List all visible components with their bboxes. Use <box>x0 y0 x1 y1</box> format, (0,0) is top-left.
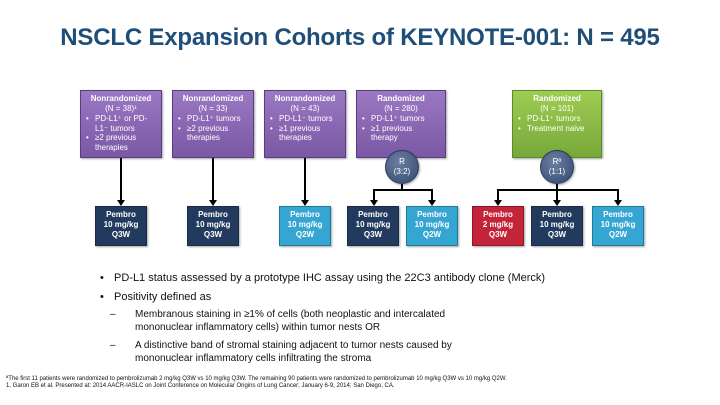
cohort-criterion: • PD-L1⁺ or PD-L1⁻ tumors <box>86 114 156 133</box>
cohort-criterion: • ≥2 previous therapies <box>86 133 156 152</box>
bullet-assay: • PD-L1 status assessed by a prototype IHC assay using the 22C3 antibody clone (Merck) <box>100 271 700 285</box>
connector-line <box>304 158 306 200</box>
treatment-arm-3 <box>279 206 331 246</box>
cohort-n: (N = 43) <box>290 103 320 113</box>
connector-line <box>617 189 619 200</box>
cohort-criterion: • PD-L1⁺ tumors <box>178 114 248 124</box>
cohort-heading: Randomized <box>377 94 425 103</box>
connector-line <box>431 189 433 200</box>
arm-drug: Pembro <box>417 210 447 219</box>
treatment-arm-1 <box>95 206 147 246</box>
arm-drug: Pembro <box>106 210 136 219</box>
arm-schedule: Q2W <box>608 230 628 239</box>
cohort-criterion: • PD-L1⁺ tumors <box>362 114 440 124</box>
connector-line <box>373 189 433 191</box>
cohort-box-1 <box>80 90 162 158</box>
cohort-heading: Nonrandomized <box>90 94 152 103</box>
cohort-box-5 <box>512 90 602 158</box>
arm-drug: Pembro <box>542 210 572 219</box>
arm-drug: Pembro <box>290 210 320 219</box>
cohort-n: (N = 280) <box>384 103 418 113</box>
treatment-arm-8 <box>592 206 644 246</box>
arm-dose: 10 mg/kg <box>539 220 575 229</box>
arm-schedule: Q2W <box>295 230 315 239</box>
arm-drug: Pembro <box>198 210 228 219</box>
cohort-criterion: • PD-L1⁻ tumors <box>270 114 340 124</box>
cohort-criterion: • Treatment naive <box>518 124 596 134</box>
randomization-label: R <box>399 157 405 166</box>
arm-dose: 10 mg/kg <box>600 220 636 229</box>
cohort-heading: Randomized <box>533 94 581 103</box>
arm-drug: Pembro <box>358 210 388 219</box>
arm-schedule: Q3W <box>363 230 383 239</box>
cohort-n: (N = 101) <box>540 103 574 113</box>
treatment-arm-4 <box>347 206 399 246</box>
bullet-list <box>100 271 700 371</box>
cohort-n: (N = 33) <box>198 103 228 113</box>
cohort-criterion: • PD-L1⁺ tumors <box>518 114 596 124</box>
connector-line <box>497 189 619 191</box>
randomization-node-2 <box>540 150 574 184</box>
randomization-node-1 <box>385 150 419 184</box>
treatment-arm-7 <box>531 206 583 246</box>
cohort-criterion: • ≥1 previous therapies <box>270 124 340 143</box>
treatment-arm-6 <box>472 206 524 246</box>
arm-dose: 10 mg/kg <box>195 220 231 229</box>
cohort-criterion: • ≥2 previous therapies <box>178 124 248 143</box>
arm-schedule: Q3W <box>203 230 223 239</box>
randomization-label: Rª <box>552 157 562 166</box>
cohort-box-3 <box>264 90 346 158</box>
connector-line <box>497 189 499 200</box>
sub-bullet-membranous: – Membranous staining in ≥1% of cells (both neoplastic and intercalated mononuclear inflammatory cells) within tumor nests OR <box>100 309 505 334</box>
connector-line <box>556 190 558 200</box>
randomization-ratio: (3:2) <box>393 167 411 176</box>
connector-line <box>120 158 122 200</box>
treatment-arm-5 <box>406 206 458 246</box>
cohort-heading: Nonrandomized <box>182 94 244 103</box>
arm-schedule: Q3W <box>488 230 508 239</box>
sub-bullet-stromal: – A distinctive band of stromal staining adjacent to tumor nests caused by mononuclear inflammatory cells infiltrating the stroma <box>100 340 505 365</box>
connector-line <box>373 189 375 200</box>
treatment-arm-2 <box>187 206 239 246</box>
footnote-reference: 1. Garon EB et al. Presented at: 2014 AACR-IASLC on Joint Conference on Molecular Origins of Lung Cancer; January 6-9, 2014; San Diego, CA. <box>6 383 395 390</box>
footnotes <box>6 376 706 391</box>
cohort-n: (N = 38)¹ <box>105 103 137 113</box>
arm-dose: 10 mg/kg <box>287 220 323 229</box>
slide-title: NSCLC Expansion Cohorts of KEYNOTE-001: N = 495 <box>60 24 660 51</box>
arm-dose: 10 mg/kg <box>414 220 450 229</box>
footnote-a: ªThe first 11 patients were randomized to pembrolizumab 2 mg/kg Q3W vs 10 mg/kg Q3W. The remaining 90 patients were randomized to pembrolizumab 10 mg/kg Q3W vs 10 mg/kg Q2W. <box>6 376 507 382</box>
arm-schedule: Q3W <box>111 230 131 239</box>
bullet-positivity: • Positivity defined as <box>100 290 700 304</box>
arm-dose: 10 mg/kg <box>103 220 139 229</box>
arm-schedule: Q3W <box>547 230 567 239</box>
arm-dose: 10 mg/kg <box>355 220 391 229</box>
cohort-heading: Nonrandomized <box>274 94 336 103</box>
cohort-box-2 <box>172 90 254 158</box>
arm-drug: Pembro <box>483 210 513 219</box>
cohort-box-4 <box>356 90 446 158</box>
randomization-ratio: (1:1) <box>548 167 566 176</box>
cohort-criterion: • ≥1 previous therapy <box>362 124 440 143</box>
connector-line <box>212 158 214 200</box>
arm-dose: 2 mg/kg <box>482 220 514 229</box>
arm-drug: Pembro <box>603 210 633 219</box>
arm-schedule: Q2W <box>422 230 442 239</box>
